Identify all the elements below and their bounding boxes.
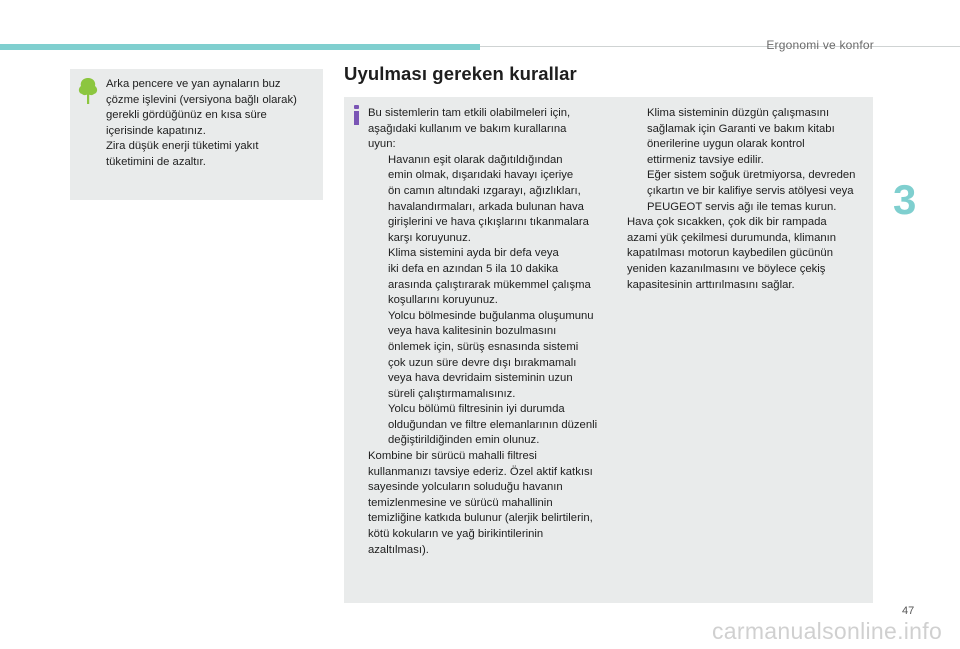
text-line: veya hava devridaim sisteminin uzun: [388, 372, 573, 385]
text-line: kullanmanızı tavsiye ederiz. Özel aktif katkısı: [368, 465, 593, 478]
rules-bullet-list: [627, 106, 872, 215]
text-line: Hava çok sıcakken, çok dik bir rampada: [627, 216, 827, 229]
rule-bullet-item: [627, 168, 872, 215]
text-line: değiştirildiğinden emin olunuz.: [388, 434, 540, 447]
rules-intro: [368, 106, 613, 153]
rule-bullet-item: [368, 153, 613, 247]
text-line: uyun:: [368, 138, 396, 151]
eco-tip-box: [70, 69, 323, 200]
text-line: temizliğine katkıda bulunur (alerjik belirtilerin,: [368, 512, 593, 525]
text-line: Zira düşük enerji tüketimi yakıt: [106, 140, 259, 153]
text-line: aşağıdaki kullanım ve bakım kurallarına: [368, 122, 567, 135]
text-line: karşı koruyunuz.: [388, 231, 471, 244]
text-line: çıkartın ve bir kalifiye servis atölyesi veya: [647, 184, 854, 197]
text-line: veya hava kalitesinin bozulmasını: [388, 325, 557, 338]
text-line: iki defa en azından 5 ila 10 dakika: [388, 262, 559, 275]
text-line: koşullarını koruyunuz.: [388, 294, 498, 307]
rules-closing-paragraph: [368, 449, 613, 558]
rules-left-column: [368, 106, 613, 558]
text-line: girişlerini ve hava çıkışlarını tıkanmalara: [388, 216, 589, 229]
watermark: carmanualsonline.info: [712, 618, 943, 644]
page-number: 47: [902, 605, 915, 617]
info-box: [344, 97, 873, 603]
text-line: önerilerine uygun olarak kontrol: [647, 138, 805, 151]
text-line: Havanın eşit olarak dağıtıldığından: [388, 153, 563, 166]
text-line: Yolcu bölümü filtresinin iyi durumda: [388, 403, 565, 416]
text-line: Eğer sistem soğuk üretmiyorsa, devreden: [647, 169, 856, 182]
text-line: sağlamak için Garanti ve bakım kitabı: [647, 122, 835, 135]
rule-bullet-item: [368, 402, 613, 449]
text-line: tüketimini de azaltır.: [106, 155, 206, 168]
text-line: kötü kokuların ve yağ birikintilerinin: [368, 528, 544, 541]
section-title: Ergonomi ve konfor: [766, 38, 874, 52]
text-line: Yolcu bölmesinde buğulanma oluşumunu: [388, 309, 594, 322]
info-icon: [351, 105, 363, 125]
text-line: kapatılması motorun kaybedilen gücünün: [627, 247, 833, 260]
text-line: çözme işlevini (versiyona bağlı olarak): [106, 93, 297, 106]
text-line: gerekli gördüğünüz en kısa süre: [106, 109, 267, 122]
text-line: PEUGEOT servis ağı ile temas kurun.: [647, 200, 837, 213]
text-line: yeniden kazanılmasını ve böylece çekiş: [627, 262, 826, 275]
rules-bullet-list: [368, 153, 613, 449]
text-line: önlemek için, sürüş esnasında sistemi: [388, 340, 579, 353]
text-line: azami yük çekilmesi durumunda, klimanın: [627, 231, 837, 244]
text-line: süreli çalıştırmamalısınız.: [388, 387, 516, 400]
text-line: sayesinde yolcuların soluduğu havanın: [368, 481, 563, 494]
rule-bullet-item: [368, 309, 613, 403]
page-title: Uyulması gereken kurallar: [344, 63, 577, 84]
eco-tip-text: [106, 77, 316, 171]
text-line: havalandırmaları, arkada bulunan hava: [388, 200, 584, 213]
leaf-icon: [78, 77, 98, 105]
text-line: ettirmeniz tavsiye edilir.: [647, 153, 764, 166]
text-line: emin olmak, dışarıdaki havayı içeriye: [388, 169, 574, 182]
text-line: Arka pencere ve yan aynaların buz: [106, 78, 281, 90]
rules-closing-paragraph: [627, 215, 872, 293]
text-line: kapasitesinin arttırılmasını sağlar.: [627, 278, 795, 291]
text-line: ön camın altındaki ızgarayı, ağızlıkları,: [388, 184, 581, 197]
header-accent-bar: [0, 44, 480, 50]
chapter-number: 3: [893, 176, 917, 223]
text-line: Klima sistemini ayda bir defa veya: [388, 247, 559, 260]
text-line: temizlenmesine ve sürücü mahallinin: [368, 496, 553, 509]
text-line: çok uzun süre devre dışı bırakmamalı: [388, 356, 577, 369]
rule-bullet-item: [368, 246, 613, 308]
text-line: azaltılması).: [368, 543, 429, 556]
text-line: Kombine bir sürücü mahalli filtresi: [368, 450, 537, 463]
rules-right-column: [627, 106, 872, 293]
header-divider: [480, 46, 960, 47]
text-line: arasında çalıştırarak mükemmel çalışma: [388, 278, 591, 291]
text-line: Klima sisteminin düzgün çalışmasını: [647, 107, 830, 119]
text-line: Bu sistemlerin tam etkili olabilmeleri için,: [368, 107, 571, 119]
text-line: içerisinde kapatınız.: [106, 124, 206, 137]
rule-bullet-item: [627, 106, 872, 168]
text-line: olduğundan ve filtre elemanlarının düzenli: [388, 418, 598, 431]
